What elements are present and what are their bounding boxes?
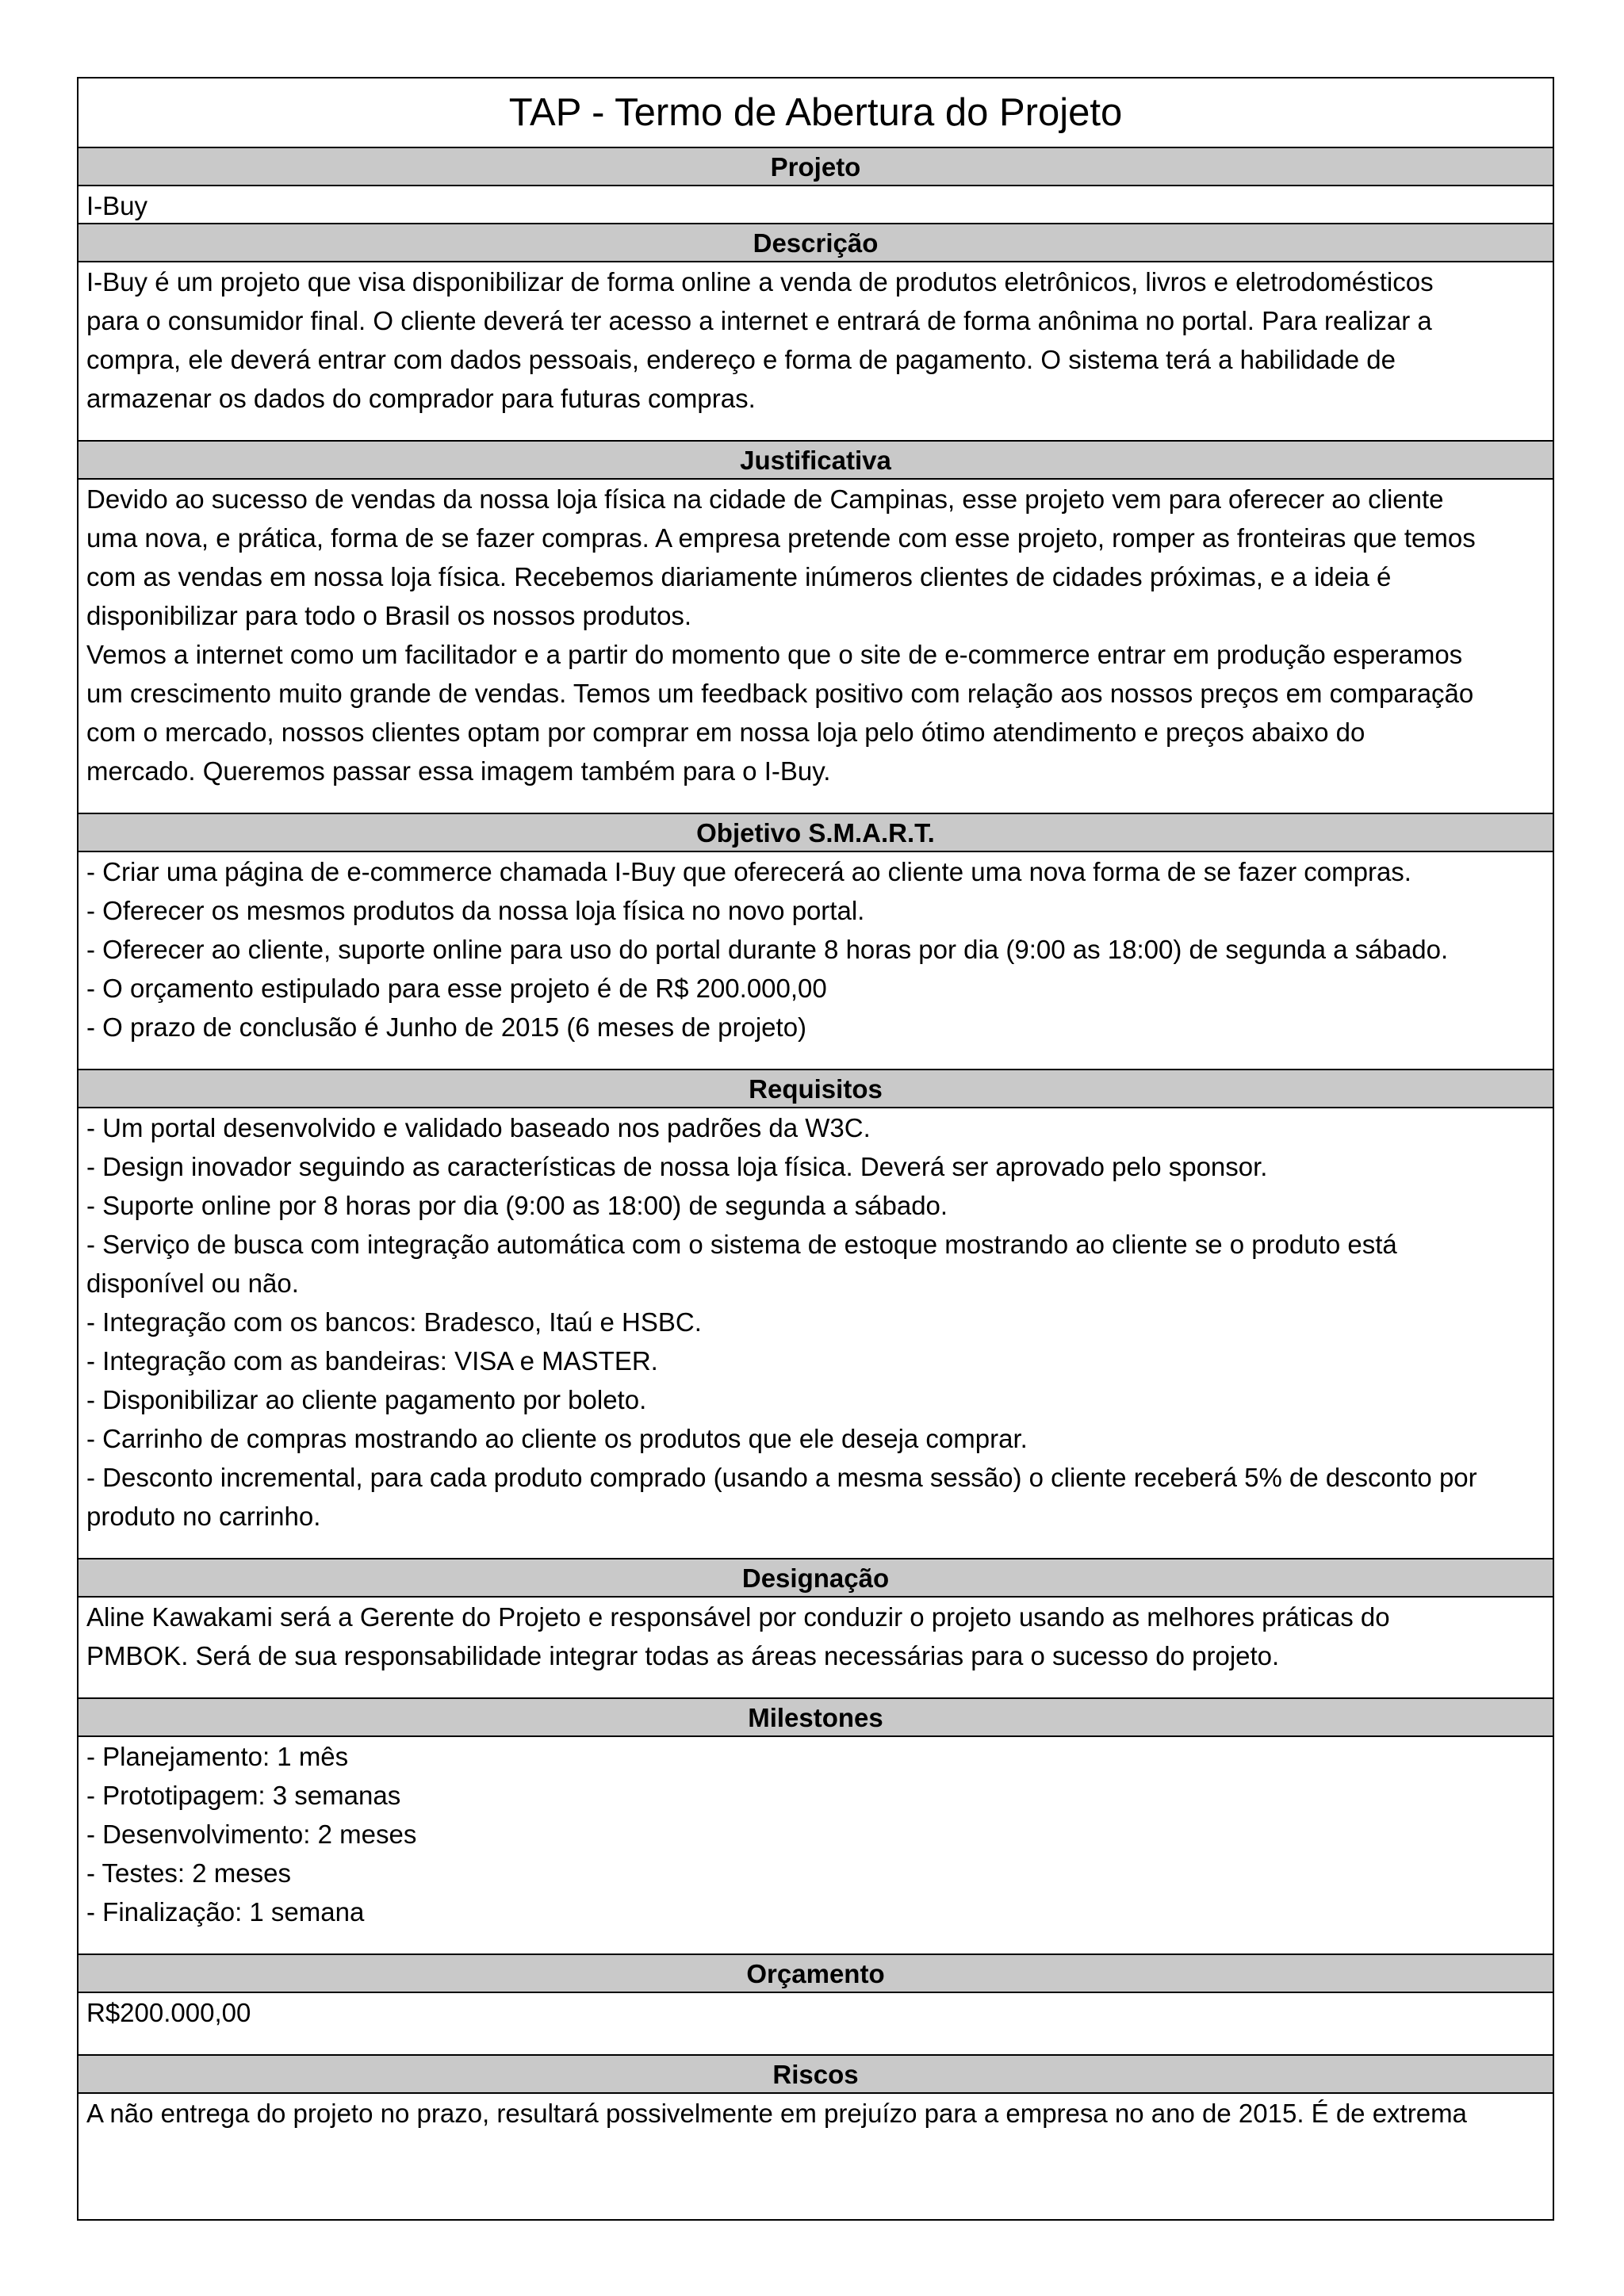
text-line: com o mercado, nossos clientes optam por comprar em nossa loja pelo ótimo atendimento e preços abaixo do [86,718,1365,747]
section-heading-descricao: Descrição [79,224,1553,262]
text-line: - Oferecer os mesmos produtos da nossa loja física no novo portal. [86,896,865,925]
text-line: - Disponibilizar ao cliente pagamento por boleto. [86,1385,647,1414]
text-line: Aline Kawakami será a Gerente do Projeto e responsável por conduzir o projeto usando as melhores práticas do [86,1602,1390,1632]
text-line: - O orçamento estipulado para esse projeto é de R$ 200.000,00 [86,974,827,1003]
text-line: - Suporte online por 8 horas por dia (9:00 as 18:00) de segunda a sábado. [86,1191,948,1220]
text-line: - Testes: 2 meses [86,1858,291,1888]
text-line: para o consumidor final. O cliente deverá ter acesso a internet e entrará de forma anônima no portal. Para realizar a [86,306,1432,335]
text-line: com as vendas em nossa loja física. Recebemos diariamente inúmeros clientes de cidades próximas, e a ideia é [86,562,1392,591]
text-line: - Desenvolvimento: 2 meses [86,1820,417,1849]
text-line: A não entrega do projeto no prazo, resultará possivelmente em prejuízo para a empresa no ano de 2015. É de extrema [86,2099,1467,2128]
text-line: disponibilizar para todo o Brasil os nossos produtos. [86,601,692,630]
section-heading-designacao: Designação [79,1559,1553,1598]
text-line: armazenar os dados do comprador para futuras compras. [86,384,756,413]
text-line: - Oferecer ao cliente, suporte online para uso do portal durante 8 horas por dia (9:00 as 18:00) de segunda a sábado. [86,935,1449,964]
section-heading-requisitos: Requisitos [79,1070,1553,1108]
text-line: - Design inovador seguindo as características de nossa loja física. Deverá ser aprovado pelo sponsor. [86,1152,1268,1181]
text-line: I-Buy [86,191,148,220]
section-body-objetivo-smart [79,852,1553,1070]
text-line: I-Buy é um projeto que visa disponibilizar de forma online a venda de produtos eletrônicos, livros e eletrodomésticos [86,267,1434,297]
section-body-justificativa [79,480,1553,814]
text-line: - Prototipagem: 3 semanas [86,1781,401,1810]
section-body-projeto [79,186,1553,224]
text-line: R$200.000,00 [86,1998,251,2027]
text-line: - Integração com os bancos: Bradesco, Itaú e HSBC. [86,1307,702,1337]
text-line: um crescimento muito grande de vendas. Temos um feedback positivo com relação aos nossos preços em comparação [86,679,1474,708]
text-line: - Um portal desenvolvido e validado baseado nos padrões da W3C. [86,1113,871,1142]
text-line: - Carrinho de compras mostrando ao cliente os produtos que ele deseja comprar. [86,1424,1028,1453]
text-line: - O prazo de conclusão é Junho de 2015 (6 meses de projeto) [86,1012,807,1042]
section-body-riscos [79,2094,1553,2219]
text-line: - Desconto incremental, para cada produto comprado (usando a mesma sessão) o cliente receberá 5% de desconto por [86,1463,1477,1492]
project-charter-document [77,77,1554,2221]
section-heading-justificativa: Justificativa [79,442,1553,480]
text-line: Vemos a internet como um facilitador e a partir do momento que o site de e-commerce entrar em produção esperamos [86,640,1463,669]
text-line: - Planejamento: 1 mês [86,1742,349,1771]
text-line: - Criar uma página de e-commerce chamada I-Buy que oferecerá ao cliente uma nova forma de se fazer compras. [86,857,1411,886]
section-heading-orcamento: Orçamento [79,1955,1553,1993]
text-line: - Integração com as bandeiras: VISA e MASTER. [86,1346,658,1376]
section-body-descricao [79,262,1553,442]
text-line: Devido ao sucesso de vendas da nossa loja física na cidade de Campinas, esse projeto vem para oferecer ao cliente [86,484,1444,514]
text-line: - Finalização: 1 semana [86,1897,365,1927]
section-body-milestones [79,1737,1553,1955]
section-heading-milestones: Milestones [79,1699,1553,1737]
section-body-requisitos [79,1108,1553,1559]
text-line: uma nova, e prática, forma de se fazer compras. A empresa pretende com esse projeto, romper as fronteiras que temos [86,523,1476,553]
text-line: disponível ou não. [86,1269,299,1298]
text-line: PMBOK. Será de sua responsabilidade integrar todas as áreas necessárias para o sucesso do projeto. [86,1641,1280,1670]
section-heading-projeto: Projeto [79,148,1553,186]
text-line: mercado. Queremos passar essa imagem também para o I-Buy. [86,756,831,786]
text-line: - Serviço de busca com integração automática com o sistema de estoque mostrando ao cliente se o produto está [86,1230,1397,1259]
section-body-orcamento [79,1993,1553,2056]
section-heading-objetivo-smart: Objetivo S.M.A.R.T. [79,814,1553,852]
section-heading-riscos: Riscos [79,2056,1553,2094]
text-line: compra, ele deverá entrar com dados pessoais, endereço e forma de pagamento. O sistema terá a habilidade de [86,345,1396,374]
section-body-designacao [79,1598,1553,1699]
document-title: TAP - Termo de Abertura do Projeto [79,78,1553,148]
text-line: produto no carrinho. [86,1502,321,1531]
